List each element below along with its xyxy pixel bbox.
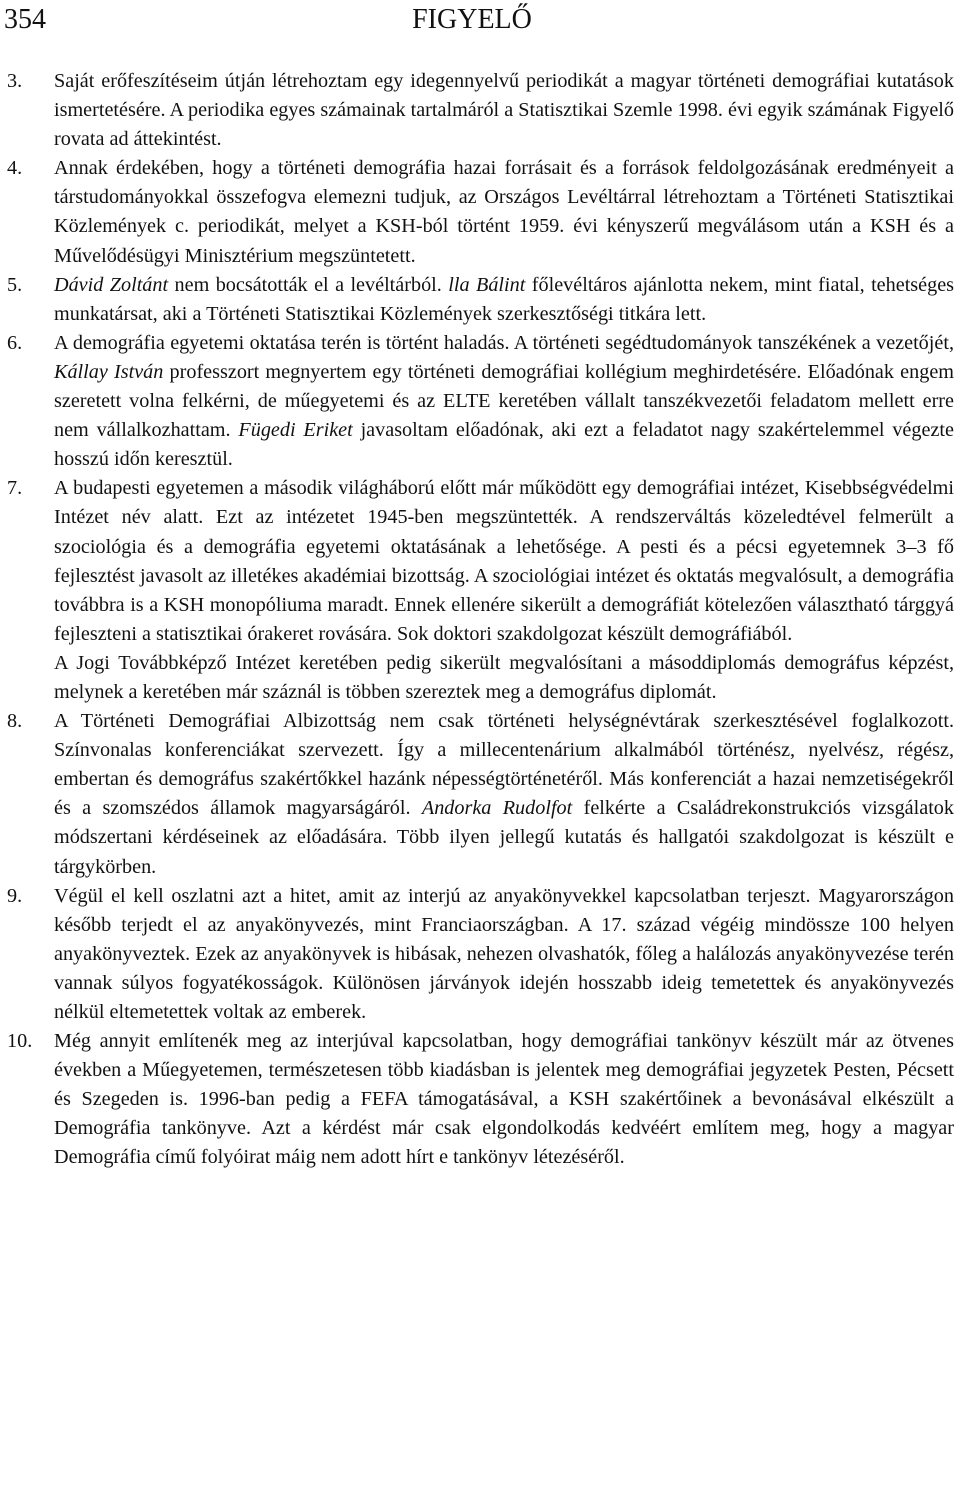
list-item <box>0 1027 960 1172</box>
item-text: Annak érdekében, hogy a történeti demográfia hazai forrásait és a források feldolgozásának eredményeit a társtudományokkal összefogva elemezni tudjuk, az Országos Levéltárral létrehoztam a Történeti Statisztikai Közlemények c. periodikát, melyet a KSH-ból történt 1959. évi kényszerű megválásom után a KSH és a Művelődésügyi Minisztérium megszüntetett. <box>54 157 954 267</box>
page-number: 354 <box>4 4 46 35</box>
item-number: 5. <box>7 273 23 296</box>
list-item <box>0 271 960 329</box>
item-text: A budapesti egyetemen a második világháború előtt már működött egy demográfiai intézet, Kisebbségvédelmi Intézet név alatt. Ezt az intézetet 1945-ben megszüntették. A rendszerváltás közeledtével felmerült a szociológia és a demográfia egyetemi oktatásának a lehetősége. A pesti és a pécsi egyetemnek 3–3 fő fejlesztést javasolt az illetékes akadémiai bizottság. A szociológiai intézet és oktatás megvalósult, a demográfia továbbra is a KSH monopóliuma maradt. Ennek ellenére sikerült a demográfiát kötelezően választható tárggyá fejleszteni a statisztikai órakeret rovására. Sok doktori szakdolgozat készült demográfiából. <box>54 477 954 645</box>
item-number: 3. <box>7 70 23 92</box>
person-name: lla Bálint <box>448 273 526 296</box>
person-name: Dávid Zoltánt <box>54 273 169 296</box>
journal-title: FIGYELŐ <box>412 4 532 35</box>
item-number: 10. <box>7 1030 33 1053</box>
item-text: Még annyit említenék meg az interjúval kapcsolatban, hogy demográfiai tankönyv készült már az ötvenes években a Műegyetemen, természetesen több kiadásban is jelentek meg demográfiai jegyzetek Pesten, Pécsett és Szegeden is. 1996-ban pedig a FEFA támogatásával, a KSH szakértőinek a bevonásával elkészült a Demográfia tankönyve. Azt a kérdést már csak elgondolkodás kedvéért említem meg, hogy a magyar Demográfia című folyóirat máig nem adott hírt e tankönyv létezéséről. <box>54 1030 954 1169</box>
item-text: nem bocsátották el a levéltárból. <box>168 273 449 296</box>
item-paragraph <box>54 649 954 707</box>
list-item <box>0 474 960 707</box>
item-number: 6. <box>7 331 23 354</box>
item-text: Végül el kell oszlatni azt a hitet, amit az interjú az anyakönyvekkel kapcsolatban terjeszt. Magyarországon később terjedt el az anyakönyvezés, mint Franciaországban. A 17. század végéig mindössze 100 helyen anyakönyveztek. Ezek az anyakönyvek is hibásak, nehezen olvashatók, főleg a halálozás anyakönyvezése terén vannak súlyos fogyatékosságok. Különösen járványok idején hosszabb ideig temetettek és anyakönyvezés nélkül eltemetettek voltak az emberek. <box>54 884 954 1023</box>
item-number: 8. <box>7 710 23 733</box>
list-item <box>0 329 960 474</box>
item-text: A Történeti Demográfiai Albizottság nem csak történeti helységnévtárak szerkesztésével foglalkozott. Színvonalas konferenciákat szervezett. Így a millecentenárium alkalmából történész, nyelvész, régész, embertan és demográfus szakértőkkel hazánk népességtörténetéről. Más konferenciát a hazai nemzetiségekről és a szomszédos államok magyarságáról. <box>54 710 954 820</box>
list-item <box>0 882 960 1027</box>
list-item <box>0 67 960 154</box>
person-name: Kállay István <box>54 360 164 383</box>
page-header <box>4 4 940 44</box>
person-name: Andorka Rudolfot <box>421 797 573 820</box>
item-text: professzort megnyertem egy történeti demográfiai kollégium meghirdetésére. Előadónak engem szeretett volna felkérni, de műegyetemi és az ELTE keretében vállalt tanszékvezetői feladatom mellett erre nem vállalkozhattam. <box>54 360 954 442</box>
list-item <box>0 154 960 270</box>
item-text: Saját erőfeszítéseim útján létrehoztam egy idegennyelvű periodikát a magyar történeti demográfiai kutatások ismertetésére. A periodika egyes számainak tartalmáról a Statisztikai Szemle 1998. évi egyik számának Figyelő rovata ad áttekintést. <box>54 70 954 151</box>
item-number: 4. <box>7 157 23 180</box>
item-text: főlevéltáros ajánlotta nekem, mint fiatal, tehetséges munkatársat, aki a Történeti Statisztikai Közlemények szerkesztőségi titkára lett. <box>54 273 955 325</box>
person-name: Fügedi Eriket <box>238 419 353 442</box>
item-text: felkérte a Családrekonstrukciós vizsgálatok módszertani kérdéseinek az előadására. Több ilyen jellegű kutatás és hallgatói szakdolgozat is készült e tárgykörben. <box>54 797 954 878</box>
item-number: 9. <box>7 884 23 907</box>
item-number: 7. <box>7 477 23 500</box>
list-item <box>0 707 960 882</box>
item-text: javasoltam előadónak, aki ezt a feladatot nagy szakértelemmel végezte hosszú időn keresztül. <box>54 419 954 471</box>
footnote-list <box>0 67 960 1173</box>
item-text: A demográfia egyetemi oktatása terén is történt haladás. A történeti segédtudományok tanszékének a vezetőjét, <box>54 331 954 354</box>
item-text: A Jogi Továbbképző Intézet keretében pedig sikerült megvalósítani a másoddiplomás demográfus képzést, melynek a keretében már száznál is többen szereztek meg a demográfus diplomát. <box>54 651 954 703</box>
